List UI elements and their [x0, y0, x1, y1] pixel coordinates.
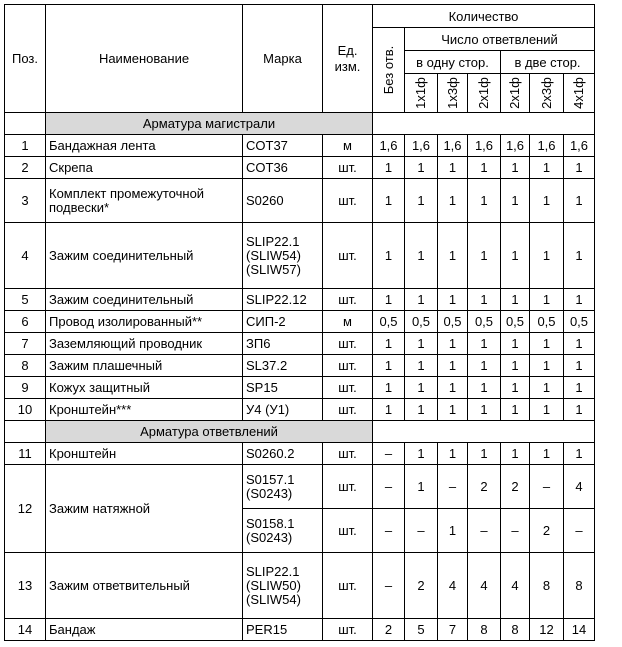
row-unit: шт.	[323, 553, 373, 619]
header-name: Наименование	[46, 5, 243, 113]
row-pos: 3	[5, 179, 46, 223]
table-row	[5, 223, 595, 289]
header-mark: Марка	[243, 5, 323, 113]
row-qty: 1	[405, 289, 438, 311]
row-qty: 1	[438, 223, 468, 289]
row-qty: 1	[530, 179, 564, 223]
row-qty: 8	[501, 619, 530, 641]
row-qty: 5	[405, 619, 438, 641]
row-qty: 1	[438, 333, 468, 355]
section-trunk: Арматура магистрали	[46, 113, 373, 135]
row-qty: –	[530, 465, 564, 509]
row-qty: 1	[501, 289, 530, 311]
row-qty: 4	[468, 553, 501, 619]
row-qty: 1	[438, 509, 468, 553]
row-mark: ЗП6	[243, 333, 323, 355]
row-qty: 8	[468, 619, 501, 641]
row-pos: 8	[5, 355, 46, 377]
header-pos: Поз.	[5, 5, 46, 113]
row-mark: SLIP22.1 (SLIW50) (SLIW54)	[243, 553, 323, 619]
row-mark: У4 (У1)	[243, 399, 323, 421]
header-sub-4: 2x1ф	[501, 74, 530, 113]
row-pos: 9	[5, 377, 46, 399]
row-qty: 1,6	[373, 135, 405, 157]
row-qty: 4	[564, 465, 595, 509]
row-qty: 1	[501, 377, 530, 399]
row-unit: шт.	[323, 465, 373, 509]
row-qty: –	[373, 465, 405, 509]
row-qty: 1	[468, 399, 501, 421]
row-qty: 1	[530, 377, 564, 399]
row-name: Зажим натяжной	[46, 465, 243, 553]
table-row	[5, 289, 595, 311]
row-name: Зажим соединительный	[46, 289, 243, 311]
header-sub-1: 1x1ф	[405, 74, 438, 113]
row-name: Бандажная лента	[46, 135, 243, 157]
row-qty: 1	[501, 223, 530, 289]
row-qty: 0,5	[405, 311, 438, 333]
row-pos: 1	[5, 135, 46, 157]
row-qty: –	[373, 509, 405, 553]
row-qty: 8	[530, 553, 564, 619]
row-qty: 1	[501, 443, 530, 465]
row-name: Зажим плашечный	[46, 355, 243, 377]
row-unit: шт.	[323, 509, 373, 553]
row-qty: 1	[530, 399, 564, 421]
row-unit: шт.	[323, 179, 373, 223]
table-row	[5, 311, 595, 333]
row-pos: 7	[5, 333, 46, 355]
table-row	[5, 619, 595, 641]
row-mark: S0260.2	[243, 443, 323, 465]
table-row	[5, 135, 595, 157]
row-qty: 1	[373, 399, 405, 421]
row-pos: 10	[5, 399, 46, 421]
row-qty: 1	[405, 157, 438, 179]
row-qty: 1	[405, 223, 438, 289]
row-qty: 0,5	[373, 311, 405, 333]
header-sub-2: 1x3ф	[438, 74, 468, 113]
table-row	[5, 399, 595, 421]
row-qty: 1	[468, 333, 501, 355]
row-qty: 1	[530, 443, 564, 465]
row-qty: 1	[438, 377, 468, 399]
row-qty: 0,5	[468, 311, 501, 333]
row-qty: 1	[373, 289, 405, 311]
row-qty: 1	[405, 465, 438, 509]
row-mark: СИП-2	[243, 311, 323, 333]
section-spacer	[5, 421, 46, 443]
row-qty: 1,6	[468, 135, 501, 157]
section-spacer	[373, 113, 595, 135]
row-pos: 5	[5, 289, 46, 311]
row-qty: 1	[405, 443, 438, 465]
row-qty: 1	[438, 289, 468, 311]
row-qty: 1	[405, 179, 438, 223]
table-row	[5, 377, 595, 399]
row-qty: 12	[530, 619, 564, 641]
row-pos: 12	[5, 465, 46, 553]
row-qty: 1	[468, 377, 501, 399]
row-qty: 1	[501, 157, 530, 179]
row-qty: 1	[564, 355, 595, 377]
row-qty: 1	[530, 289, 564, 311]
row-unit: шт.	[323, 355, 373, 377]
row-mark: SL37.2	[243, 355, 323, 377]
row-qty: 0,5	[530, 311, 564, 333]
row-qty: 1	[468, 179, 501, 223]
header-one-side: в одну стор.	[405, 51, 501, 74]
row-qty: 1	[564, 443, 595, 465]
row-unit: шт.	[323, 619, 373, 641]
row-name: Зажим ответвительный	[46, 553, 243, 619]
header-no-branch: Без отв.	[373, 28, 405, 113]
row-qty: 1	[405, 355, 438, 377]
row-mark: COT36	[243, 157, 323, 179]
row-qty: 1	[530, 157, 564, 179]
row-pos: 14	[5, 619, 46, 641]
row-qty: 1	[438, 157, 468, 179]
header-qty: Количество	[373, 5, 595, 28]
row-qty: 1	[530, 355, 564, 377]
row-qty: 1	[373, 377, 405, 399]
row-name: Кронштейн***	[46, 399, 243, 421]
row-name: Зажим соединительный	[46, 223, 243, 289]
row-qty: –	[438, 465, 468, 509]
row-pos: 13	[5, 553, 46, 619]
row-qty: 1	[373, 355, 405, 377]
section-spacer	[5, 113, 46, 135]
row-qty: 1	[501, 179, 530, 223]
row-qty: 1	[438, 443, 468, 465]
row-qty: –	[405, 509, 438, 553]
row-qty: 4	[438, 553, 468, 619]
row-mark: PER15	[243, 619, 323, 641]
row-mark: S0157.1 (S0243)	[243, 465, 323, 509]
row-pos: 2	[5, 157, 46, 179]
row-qty: 1	[564, 223, 595, 289]
row-pos: 11	[5, 443, 46, 465]
row-mark: COT37	[243, 135, 323, 157]
row-qty: 1	[468, 289, 501, 311]
table-row	[5, 465, 595, 509]
row-qty: 1,6	[564, 135, 595, 157]
row-qty: 0,5	[438, 311, 468, 333]
row-mark: S0158.1 (S0243)	[243, 509, 323, 553]
row-qty: 4	[501, 553, 530, 619]
row-qty: 0,5	[501, 311, 530, 333]
row-qty: 1	[373, 157, 405, 179]
row-qty: 2	[530, 509, 564, 553]
header-branch-count: Число ответвлений	[405, 28, 595, 51]
table-row	[5, 333, 595, 355]
row-qty: 1	[438, 399, 468, 421]
table-row	[5, 355, 595, 377]
row-qty: 7	[438, 619, 468, 641]
row-qty: 1	[468, 443, 501, 465]
row-qty: 1	[564, 333, 595, 355]
row-qty: 0,5	[564, 311, 595, 333]
row-qty: –	[564, 509, 595, 553]
row-qty: 1	[530, 333, 564, 355]
row-name: Заземляющий проводник	[46, 333, 243, 355]
row-qty: 1	[405, 377, 438, 399]
row-unit: шт.	[323, 289, 373, 311]
specification-table	[4, 4, 595, 641]
row-qty: 1	[530, 223, 564, 289]
row-qty: 1	[564, 377, 595, 399]
row-qty: 1	[373, 333, 405, 355]
row-unit: шт.	[323, 223, 373, 289]
row-qty: –	[373, 443, 405, 465]
row-qty: 1	[564, 399, 595, 421]
row-qty: 1	[438, 355, 468, 377]
header-two-sides: в две стор.	[501, 51, 595, 74]
row-qty: 1,6	[438, 135, 468, 157]
table-row	[5, 179, 595, 223]
table-row	[5, 157, 595, 179]
row-unit: шт.	[323, 399, 373, 421]
row-qty: 1,6	[405, 135, 438, 157]
row-unit: м	[323, 135, 373, 157]
row-qty: 1,6	[530, 135, 564, 157]
row-qty: –	[468, 509, 501, 553]
table-row	[5, 553, 595, 619]
row-qty: –	[501, 509, 530, 553]
row-unit: шт.	[323, 157, 373, 179]
table-row	[5, 443, 595, 465]
row-qty: 2	[373, 619, 405, 641]
row-name: Комплект промежуточной подвески*	[46, 179, 243, 223]
section-branch: Арматура ответвлений	[46, 421, 373, 443]
row-qty: 1,6	[501, 135, 530, 157]
row-qty: 1	[438, 179, 468, 223]
section-spacer	[373, 421, 595, 443]
row-qty: 1	[564, 289, 595, 311]
row-qty: 1	[468, 223, 501, 289]
row-qty: 2	[405, 553, 438, 619]
row-qty: 1	[405, 399, 438, 421]
header-sub-3: 2x1ф	[468, 74, 501, 113]
row-name: Кронштейн	[46, 443, 243, 465]
row-qty: 1	[468, 157, 501, 179]
row-unit: м	[323, 311, 373, 333]
row-mark: SP15	[243, 377, 323, 399]
row-qty: 1	[373, 179, 405, 223]
row-unit: шт.	[323, 443, 373, 465]
row-name: Провод изолированный**	[46, 311, 243, 333]
row-name: Скрепа	[46, 157, 243, 179]
row-qty: 14	[564, 619, 595, 641]
row-mark: SLIP22.1 (SLIW54) (SLIW57)	[243, 223, 323, 289]
row-qty: –	[373, 553, 405, 619]
header-sub-5: 2x3ф	[530, 74, 564, 113]
row-unit: шт.	[323, 377, 373, 399]
row-qty: 1	[468, 355, 501, 377]
row-qty: 1	[405, 333, 438, 355]
row-qty: 1	[373, 223, 405, 289]
row-pos: 6	[5, 311, 46, 333]
row-mark: SLIP22.12	[243, 289, 323, 311]
row-mark: S0260	[243, 179, 323, 223]
row-name: Бандаж	[46, 619, 243, 641]
row-qty: 2	[501, 465, 530, 509]
header-unit: Ед. изм.	[323, 5, 373, 113]
row-qty: 1	[564, 179, 595, 223]
row-pos: 4	[5, 223, 46, 289]
row-unit: шт.	[323, 333, 373, 355]
row-qty: 1	[501, 355, 530, 377]
row-qty: 1	[501, 399, 530, 421]
row-qty: 2	[468, 465, 501, 509]
row-qty: 1	[501, 333, 530, 355]
row-qty: 1	[564, 157, 595, 179]
header-sub-6: 4x1ф	[564, 74, 595, 113]
row-name: Кожух защитный	[46, 377, 243, 399]
row-qty: 8	[564, 553, 595, 619]
